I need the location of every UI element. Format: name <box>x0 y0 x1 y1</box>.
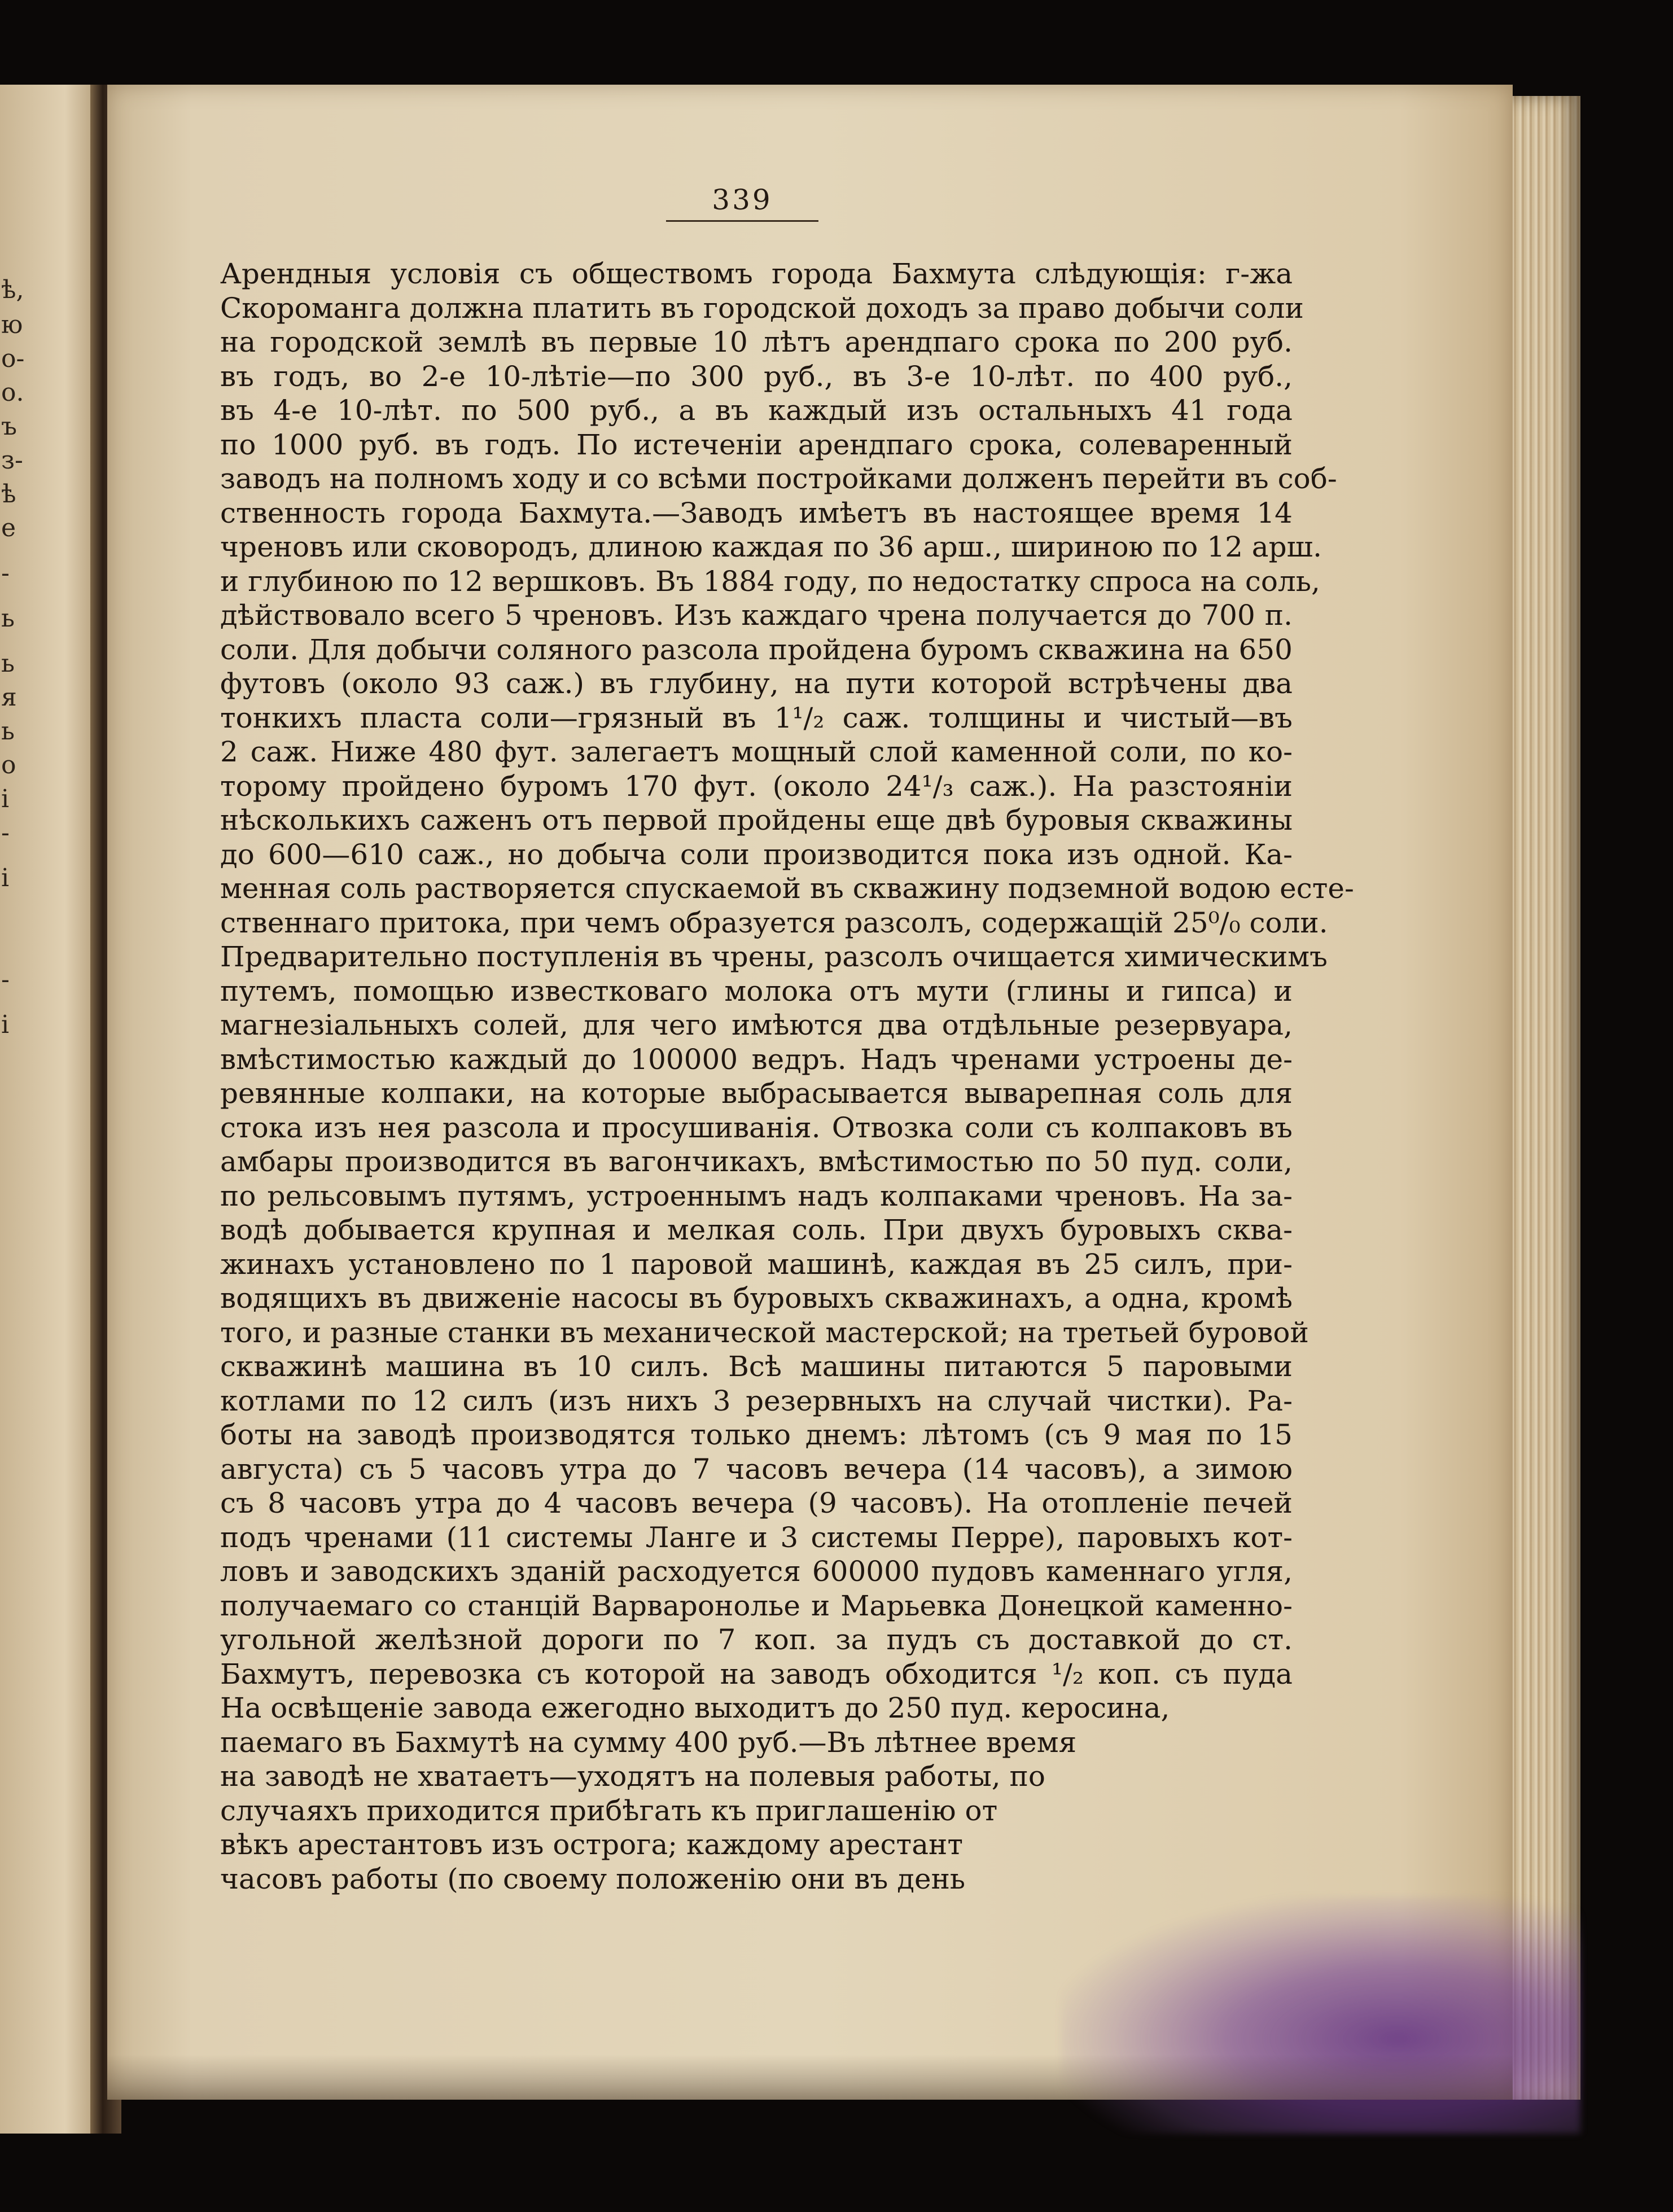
text-line: торому пройдено буромъ 170 фут. (около 24¹/₃ саж.). На разстояніи <box>220 769 1293 803</box>
text-line: На освѣщеніе завода ежегодно выходитъ до 250 пуд. керосина, <box>220 1692 1170 1724</box>
text-line: заводъ на полномъ ходу и со всѣми постройками долженъ перейти въ соб- <box>220 462 1337 495</box>
text-line: вмѣстимостью каждый до 100000 ведръ. Надъ чренами устроены де- <box>220 1043 1293 1076</box>
text-line: 2 саж. Ниже 480 фут. залегаетъ мощный слой каменной соли, по ко- <box>220 735 1293 768</box>
page-edges <box>1501 96 1580 2100</box>
text-line: угольной желѣзной дороги по 7 коп. за пудъ съ доставкой до ст. <box>220 1623 1293 1656</box>
text-line: и глубиною по 12 вершковъ. Въ 1884 году, по недостатку спроса на соль, <box>220 564 1320 598</box>
text-line: Бахмутъ, перевозка съ которой на заводъ обходится ¹/₂ коп. съ пуда <box>220 1657 1293 1690</box>
left-fragment: - <box>1 965 10 994</box>
left-fragment: ѣ, <box>1 275 24 304</box>
text-line: чреновъ или сковородъ, длиною каждая по 36 арш., шириною по 12 арш. <box>220 531 1322 563</box>
text-line: амбары производится въ вагончикахъ, вмѣстимостью по 50 пуд. соли, <box>220 1145 1293 1178</box>
text-line: до 600—610 саж., но добыча соли производится пока изъ одной. Ка- <box>220 838 1293 871</box>
left-fragment: е <box>1 514 16 542</box>
left-fragment: - <box>1 818 10 847</box>
left-fragment: ь <box>1 604 15 633</box>
text-line: паемаго въ Бахмутѣ на сумму 400 руб.—Въ лѣтнее время <box>220 1725 1077 1759</box>
text-line: Скороманга должна платить въ городской доходъ за право добычи соли <box>220 291 1304 325</box>
page-number: 339 <box>712 183 773 216</box>
text-line: водящихъ въ движеніе насосы въ буровыхъ скважинахъ, а одна, кромѣ <box>220 1282 1293 1315</box>
header-rule <box>666 220 818 222</box>
left-fragment: і <box>1 864 10 892</box>
text-line: того, и разные станки въ механической мастерской; на третьей буровой <box>220 1316 1309 1349</box>
text-line: ревянные колпаки, на которые выбрасывается выварепная соль для <box>220 1077 1293 1110</box>
text-line: нѣсколькихъ саженъ отъ первой пройдены еще двѣ буровыя скважины <box>220 804 1293 836</box>
text-line: съ 8 часовъ утра до 4 часовъ вечера (9 часовъ). На отопленіе печей <box>220 1487 1293 1519</box>
left-fragment: ь <box>1 649 15 678</box>
text-line: Арендныя условія съ обществомъ города Бахмута слѣдующія: г-жа <box>220 257 1293 290</box>
text-line: получаемаго со станцій Варваронолье и Марьевка Донецкой каменно- <box>220 1589 1293 1622</box>
left-fragment: ъ <box>1 412 17 441</box>
text-line: ственность города Бахмута.—Заводъ имѣетъ въ настоящее время 14 <box>220 496 1293 529</box>
text-line: дѣйствовало всего 5 чреновъ. Изъ каждаго чрена получается до 700 п. <box>220 599 1293 632</box>
left-fragment: - <box>1 559 10 588</box>
text-line: водѣ добывается крупная и мелкая соль. При двухъ буровыхъ сква- <box>220 1214 1293 1246</box>
page-shadow <box>107 2055 1513 2100</box>
text-line: ловъ и заводскихъ зданій расходуется 600000 пудовъ каменнаго угля, <box>220 1555 1293 1588</box>
text-line: на заводѣ не хватаетъ—уходятъ на полевыя работы, по <box>220 1760 1045 1793</box>
left-fragment: і <box>1 1010 10 1039</box>
text-line: скважинѣ машина въ 10 силъ. Всѣ машины питаются 5 паровыми <box>220 1350 1293 1383</box>
text-line: на городской землѣ въ первые 10 лѣтъ арендпаго срока по 200 руб. <box>220 326 1293 358</box>
text-line: боты на заводѣ производятся только днемъ: лѣтомъ (съ 9 мая по 15 <box>220 1418 1293 1451</box>
text-line: соли. Для добычи соляного разсола пройдена буромъ скважина на 650 <box>220 633 1293 666</box>
left-fragment: ѣ <box>1 480 16 509</box>
text-line: футовъ (около 93 саж.) въ глубину, на пути которой встрѣчены два <box>220 667 1293 700</box>
left-fragment: і <box>1 785 10 813</box>
left-fragment: ь <box>1 717 15 746</box>
text-line: тонкихъ пласта соли—грязный въ 1¹/₂ саж. толщины и чистый—въ <box>220 701 1293 734</box>
text-line: въ 4-е 10-лѣт. по 500 руб., а въ каждый изъ остальныхъ 41 года <box>220 394 1293 427</box>
left-fragment: о <box>1 751 16 779</box>
text-line: менная соль растворяется спускаемой въ скважину подземной водою есте- <box>220 872 1354 905</box>
text-line: путемъ, помощью известковаго молока отъ мути (глины и гипса) и <box>220 974 1293 1008</box>
text-line: по 1000 руб. въ годъ. По истеченіи арендпаго срока, солеваренный <box>220 428 1293 461</box>
text-line: въ годъ, во 2-е 10-лѣтіе—по 300 руб., въ 3-е 10-лѣт. по 400 руб., <box>220 360 1293 393</box>
text-line: подъ чренами (11 системы Ланге и 3 системы Перре), паровыхъ кот- <box>220 1521 1293 1554</box>
text-line: стока изъ нея разсола и просушиванія. Отвозка соли съ колпаковъ въ <box>220 1111 1293 1144</box>
text-line: Предварительно поступленія въ чрены, разсолъ очищается химическимъ <box>220 940 1328 973</box>
left-fragment: з- <box>1 446 23 475</box>
left-fragment: ю <box>1 310 23 339</box>
left-fragment: о. <box>1 378 24 407</box>
text-line: августа) съ 5 часовъ утра до 7 часовъ вечера (14 часовъ), а зимою <box>220 1452 1293 1486</box>
text-line: котлами по 12 силъ (изъ нихъ 3 резервныхъ на случай чистки). Ра- <box>220 1384 1293 1417</box>
left-fragment: я <box>1 683 17 712</box>
text-line: случаяхъ приходится прибѣгать къ приглашенію от <box>220 1794 998 1827</box>
text-line: часовъ работы (по своему положенію они въ день <box>220 1862 966 1895</box>
left-fragment: о- <box>1 344 25 373</box>
text-line: вѣкъ арестантовъ изъ острога; каждому арестант <box>220 1828 963 1861</box>
text-line: жинахъ установлено по 1 паровой машинѣ, каждая въ 25 силъ, при- <box>220 1247 1293 1281</box>
body-text <box>220 257 1354 1896</box>
text-line: ственнаго притока, при чемъ образуется разсолъ, содержащій 25⁰/₀ соли. <box>220 906 1328 939</box>
text-line: магнезіальныхъ солей, для чего имѣются два отдѣльные резервуара, <box>220 1009 1293 1041</box>
text-line: по рельсовымъ путямъ, устроеннымъ надъ колпаками чреновъ. На за- <box>220 1179 1293 1212</box>
